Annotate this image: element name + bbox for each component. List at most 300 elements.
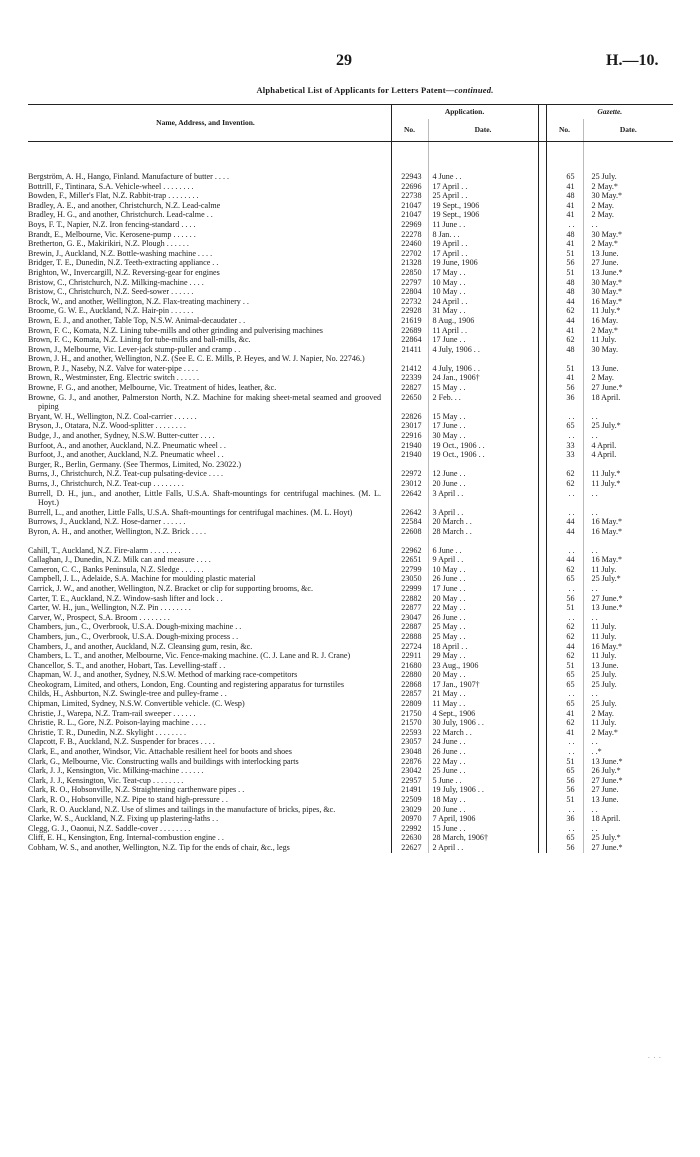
- applicant-name-invention: Brown, E. J., and another, Table Top, N.S.W. Animal-decaudater . .: [28, 315, 246, 325]
- application-date: 24 June . .: [428, 737, 538, 747]
- applicant-name-invention: Broome, G. W. E., Auckland, N.Z. Hair-pin . . . . . .: [28, 306, 194, 316]
- gazette-number: 62: [546, 306, 583, 316]
- applicant-name-invention: Christie, R. L., Gore, N.Z. Poison-laying machine . . . .: [28, 718, 206, 728]
- application-number: 22928: [391, 306, 428, 316]
- application-number: 22339: [391, 373, 428, 383]
- application-date: 20 June . .: [428, 805, 538, 815]
- gazette-date: 2 May.: [583, 210, 673, 220]
- gazette-date: 13 June.*: [583, 268, 673, 278]
- applicant-name-invention: Brewin, J., Auckland, N.Z. Bottle-washing machine . . . .: [28, 248, 213, 258]
- application-number: 22999: [391, 584, 428, 594]
- application-number: 22882: [391, 594, 428, 604]
- table-row: [28, 201, 673, 211]
- application-date: 19 Oct., 1906 . .: [428, 441, 538, 451]
- application-number: 21047: [391, 210, 428, 220]
- application-date: 10 May . .: [428, 565, 538, 575]
- application-date: 4 Sept., 1906: [428, 709, 538, 719]
- application-date: 17 April . .: [428, 182, 538, 192]
- table-row: [28, 757, 673, 767]
- application-number: 22608: [391, 527, 428, 537]
- gazette-number: 36: [546, 393, 583, 412]
- gazette-date: 25 July.: [583, 680, 673, 690]
- gazette-number: 62: [546, 565, 583, 575]
- gazette-number: 44: [546, 297, 583, 307]
- application-number: 22992: [391, 824, 428, 834]
- gazette-number: 44: [546, 316, 583, 326]
- application-date: 8 Jan. . .: [428, 230, 538, 240]
- gazette-date: . .: [583, 489, 673, 508]
- column-header-name: Name, Address, and Invention.: [28, 105, 383, 142]
- table-row: [28, 795, 673, 805]
- column-header-gazette-no: No.: [546, 119, 583, 142]
- table-row: [28, 680, 673, 690]
- application-number: 22943: [391, 172, 428, 182]
- table-row: [28, 210, 673, 220]
- gazette-number: . .: [546, 489, 583, 508]
- applicant-name-invention: Clegg, G. J., Oaonui, N.Z. Saddle-cover . . . . . . . .: [28, 823, 191, 833]
- applicant-name-invention: Chambers, jun., C., Overbrook, U.S.A. Dough-mixing process . .: [28, 631, 239, 641]
- applicant-name-invention: Callaghan, J., Dunedin, N.Z. Milk can and measure . . . .: [28, 555, 211, 565]
- table-row: [28, 613, 673, 623]
- table-row: [28, 508, 673, 518]
- gazette-number: 41: [546, 728, 583, 738]
- application-number: 23050: [391, 574, 428, 584]
- table-row: [28, 661, 673, 671]
- applicant-name-invention: Chancellor, S. T., and another, Hobart, Tas. Levelling-staff . .: [28, 660, 226, 670]
- application-date: 4 July, 1906 . .: [428, 345, 538, 355]
- gazette-date: 2 May.*: [583, 239, 673, 249]
- gazette-number: . .: [546, 747, 583, 757]
- column-header-app-date: Date.: [428, 119, 538, 142]
- table-row: [28, 805, 673, 815]
- application-date: 15 May . .: [428, 383, 538, 393]
- application-date: 20 May . .: [428, 670, 538, 680]
- gazette-date: 27 June.: [583, 785, 673, 795]
- applicant-name-invention: Chapman, W. J., and another, Sydney, N.S.W. Method of marking race-competitors: [28, 670, 298, 680]
- application-date: 25 June . .: [428, 766, 538, 776]
- gazette-number: 41: [546, 326, 583, 336]
- table-row: [28, 747, 673, 757]
- applicant-name-invention: Clapcott, F. B., Auckland, N.Z. Suspender for braces . . . .: [28, 737, 215, 747]
- gazette-number: 33: [546, 450, 583, 460]
- gazette-number: 56: [546, 785, 583, 795]
- table-row: [28, 489, 673, 508]
- applicant-name-invention: Clark, R. O., Hobsonville, N.Z. Pipe to stand high-pressure . .: [28, 795, 228, 804]
- table-row: [28, 555, 673, 565]
- table-row: [28, 316, 673, 326]
- gazette-date: 11 July.: [583, 718, 673, 728]
- gazette-date: [583, 460, 673, 470]
- gazette-date: 11 July.*: [583, 306, 673, 316]
- application-date: 10 May . .: [428, 287, 538, 297]
- table-row: [28, 412, 673, 422]
- application-number: 22689: [391, 326, 428, 336]
- application-number: 22642: [391, 489, 428, 508]
- gazette-number: 56: [546, 843, 583, 853]
- gazette-date: 18 April.: [583, 814, 673, 824]
- gazette-number: 62: [546, 622, 583, 632]
- gazette-number: 51: [546, 603, 583, 613]
- gazette-number: 44: [546, 527, 583, 537]
- application-number: 22593: [391, 728, 428, 738]
- gazette-number: 41: [546, 373, 583, 383]
- applicant-name-invention: Cobham, W. S., and another, Wellington, N.Z. Tip for the ends of chair, &c., legs: [28, 842, 290, 852]
- gazette-date: 2 May.*: [583, 728, 673, 738]
- gazette-date: 16 May.*: [583, 527, 673, 537]
- application-number: 22957: [391, 776, 428, 786]
- table-row: [28, 785, 673, 795]
- gazette-date: 2 May.: [583, 709, 673, 719]
- application-number: 22278: [391, 230, 428, 240]
- table-row: [28, 431, 673, 441]
- applicant-name-invention: Burrows, J., Auckland, N.Z. Hose-darner . . . . . .: [28, 517, 186, 527]
- gazette-number: [546, 354, 583, 364]
- application-date: 26 June . .: [428, 574, 538, 584]
- application-date: 6 June . .: [428, 546, 538, 556]
- table-row: [28, 699, 673, 709]
- application-date: 17 June . .: [428, 421, 538, 431]
- application-number: 22738: [391, 191, 428, 201]
- gazette-number: 62: [546, 479, 583, 489]
- gazette-date: 13 June.*: [583, 603, 673, 613]
- application-number: 22888: [391, 632, 428, 642]
- table-row: [28, 441, 673, 451]
- table-row: [28, 278, 673, 288]
- table-row: [28, 546, 673, 556]
- application-number: 22880: [391, 670, 428, 680]
- gazette-number: . .: [546, 431, 583, 441]
- application-date: 31 May . .: [428, 306, 538, 316]
- application-number: 21750: [391, 709, 428, 719]
- table-row: [28, 239, 673, 249]
- applicant-name-invention: Bowden, F., Miller's Flat, N.Z. Rabbit-trap . . . . . . . .: [28, 191, 199, 201]
- applicant-name-invention: Clark, R. O., Hobsonville, N.Z. Straightening carthenware pipes . .: [28, 785, 245, 795]
- application-date: 4 July, 1906 . .: [428, 364, 538, 374]
- applicant-name-invention: Burns, J., Christchurch, N.Z. Teat-cup pulsating-device . . . .: [28, 469, 224, 479]
- gazette-date: 11 July.*: [583, 479, 673, 489]
- gazette-date: 27 June.*: [583, 383, 673, 393]
- table-row: [28, 249, 673, 259]
- application-number: 22864: [391, 335, 428, 345]
- applicant-name-invention: Burrell, D. H., jun., and another, Little Falls, U.S.A. Shaft-mountings for centrifugal machines. (M. L. Hoyt.): [28, 488, 381, 508]
- applicant-name-invention: Clark, J. J., Kensington, Vic. Teat-cup . . . . . . . .: [28, 775, 184, 785]
- application-date: 5 June . .: [428, 776, 538, 786]
- table-row: [28, 354, 673, 364]
- applicant-name-invention: Bridger, T. E., Dunedin, N.Z. Teeth-extracting appliance . .: [28, 258, 219, 268]
- gazette-number: . .: [546, 508, 583, 518]
- application-date: 18 May . .: [428, 795, 538, 805]
- application-date: [428, 460, 538, 470]
- gazette-date: 27 June.*: [583, 843, 673, 853]
- application-date: 22 May . .: [428, 757, 538, 767]
- gazette-date: . .*: [583, 747, 673, 757]
- gazette-date: 25 July.: [583, 172, 673, 182]
- application-number: 22809: [391, 699, 428, 709]
- applicant-name-invention: Bryson, J., Otatara, N.Z. Wood-splitter . . . . . . . .: [28, 421, 186, 431]
- table-row: [28, 306, 673, 316]
- applicant-name-invention: Bristow, C., Christchurch, N.Z. Milking-machine . . . .: [28, 277, 204, 287]
- applicant-name-invention: Bradley, H. G., and another, Christchurch. Lead-calme . .: [28, 210, 213, 220]
- application-date: 20 June . .: [428, 479, 538, 489]
- gazette-number: 41: [546, 709, 583, 719]
- application-date: 17 May . .: [428, 268, 538, 278]
- gazette-date: 4 April.: [583, 450, 673, 460]
- gazette-number: . .: [546, 220, 583, 230]
- gazette-date: 25 July.: [583, 699, 673, 709]
- gazette-date: [583, 537, 673, 546]
- gazette-number: 62: [546, 632, 583, 642]
- gazette-date: 16 May.*: [583, 642, 673, 652]
- application-number: 23029: [391, 805, 428, 815]
- table-row: [28, 450, 673, 460]
- application-date: 18 April . .: [428, 642, 538, 652]
- application-date: 17 April . .: [428, 249, 538, 259]
- table-row: [28, 191, 673, 201]
- table-row: [28, 603, 673, 613]
- gazette-date: 18 April.: [583, 393, 673, 412]
- list-title-continued: continued.: [454, 85, 494, 95]
- column-group-application: Application.: [391, 105, 538, 120]
- application-number: 23042: [391, 766, 428, 776]
- applicant-name-invention: Chambers, L. T., and another, Melbourne, Vic. Fence-making machine. (C. J. Lane and R. J. Crane): [28, 651, 351, 661]
- gazette-number: 62: [546, 335, 583, 345]
- gazette-date: 25 July.*: [583, 421, 673, 431]
- gazette-date: 13 June.: [583, 795, 673, 805]
- application-date: 3 April . .: [428, 489, 538, 508]
- applicant-name-invention: Burger, R., Berlin, Germany. (See Thermos, Limited, No. 23022.): [28, 459, 242, 469]
- table-row: [28, 776, 673, 786]
- table-row: [28, 574, 673, 584]
- application-date: [428, 537, 538, 546]
- application-date: 23 Aug., 1906: [428, 661, 538, 671]
- table-row: [28, 824, 673, 834]
- table-row: [28, 479, 673, 489]
- gazette-date: 30 May.*: [583, 230, 673, 240]
- application-date: 2 April . .: [428, 843, 538, 853]
- table-row: [28, 766, 673, 776]
- application-number: 22972: [391, 469, 428, 479]
- application-date: 30 July, 1906 . .: [428, 718, 538, 728]
- gazette-number: 56: [546, 383, 583, 393]
- column-group-gazette: Gazette.: [546, 105, 673, 120]
- application-number: 22460: [391, 239, 428, 249]
- applicant-name-invention: Clark, E., and another, Windsor, Vic. Attachable resilient heel for boots and shoes: [28, 747, 292, 757]
- applicant-name-invention: Clark, G., Melbourne, Vic. Constructing walls and buildings with interlocking parts: [28, 756, 299, 766]
- application-date: 17 June . .: [428, 584, 538, 594]
- application-number: 21491: [391, 785, 428, 795]
- table-row: [28, 393, 673, 412]
- applicant-name-invention: Burns, J., Christchurch, N.Z. Teat-cup . . . . . . . .: [28, 479, 184, 488]
- application-date: 25 May . .: [428, 622, 538, 632]
- applicant-name-invention: Christie, J., Warepa, N.Z. Tram-rail sweeper . . . . . .: [28, 708, 196, 718]
- application-date: 20 May . .: [428, 594, 538, 604]
- application-number: 21047: [391, 201, 428, 211]
- gazette-number: 41: [546, 182, 583, 192]
- gazette-number: . .: [546, 805, 583, 815]
- page-number: 29: [336, 52, 352, 69]
- table-row: [28, 833, 673, 843]
- application-date: 20 March . .: [428, 517, 538, 527]
- applicant-name-invention: Bottrill, F., Tintinara, S.A. Vehicle-wheel . . . . . . . .: [28, 181, 194, 191]
- gazette-number: 48: [546, 191, 583, 201]
- application-date: 28 March, 1906†: [428, 833, 538, 843]
- table-row: [28, 737, 673, 747]
- application-date: 25 May . .: [428, 632, 538, 642]
- table-header: [28, 105, 673, 142]
- application-number: 22857: [391, 689, 428, 699]
- applicant-name-invention: Browne, G. J., and another, Palmerston North, N.Z. Machine for making sheet-metal seamed and grooved piping: [28, 392, 381, 412]
- table-row: [28, 460, 673, 470]
- table-row: [28, 728, 673, 738]
- gazette-number: 48: [546, 287, 583, 297]
- gazette-number: 36: [546, 814, 583, 824]
- application-number: 22651: [391, 555, 428, 565]
- application-number: 21940: [391, 450, 428, 460]
- gazette-date: 2 May.*: [583, 182, 673, 192]
- table-body: [28, 142, 673, 853]
- applicant-name-invention: Chambers, J., and another, Auckland, N.Z. Cleansing gum, resin, &c.: [28, 641, 253, 651]
- table-row: [28, 527, 673, 537]
- application-number: 22799: [391, 565, 428, 575]
- table-row: [28, 335, 673, 345]
- section-gap-row: [28, 537, 673, 546]
- application-number: 22876: [391, 757, 428, 767]
- applicant-name-invention: Bryant, W. H., Wellington, N.Z. Coal-carrier . . . . . .: [28, 411, 197, 421]
- list-title: [175, 85, 575, 95]
- application-date: 26 June . .: [428, 613, 538, 623]
- gazette-date: . .: [583, 689, 673, 699]
- table-row: [28, 220, 673, 230]
- application-date: 3 April . .: [428, 508, 538, 518]
- gazette-number: 44: [546, 517, 583, 527]
- gazette-number: . .: [546, 613, 583, 623]
- table-row: [28, 651, 673, 661]
- gazette-date: 26 July.*: [583, 766, 673, 776]
- gazette-date: 11 July.: [583, 565, 673, 575]
- application-number: [391, 354, 428, 364]
- gazette-number: 41: [546, 201, 583, 211]
- gazette-number: 41: [546, 210, 583, 220]
- table-row: [28, 373, 673, 383]
- gazette-number: [546, 537, 583, 546]
- gazette-date: 25 July.*: [583, 574, 673, 584]
- gazette-number: 48: [546, 278, 583, 288]
- application-number: 22850: [391, 268, 428, 278]
- application-number: 22827: [391, 383, 428, 393]
- application-number: 21411: [391, 345, 428, 355]
- applicant-name-invention: Carter, W. H., jun., Wellington, N.Z. Pin . . . . . . . .: [28, 603, 191, 613]
- application-number: 21940: [391, 441, 428, 451]
- application-date: 19 Oct., 1906 . .: [428, 450, 538, 460]
- table-row: [28, 364, 673, 374]
- gazette-date: . .: [583, 613, 673, 623]
- gazette-number: 62: [546, 651, 583, 661]
- gazette-number: 62: [546, 718, 583, 728]
- gazette-date: 27 June.*: [583, 776, 673, 786]
- gazette-date: 2 May.: [583, 201, 673, 211]
- gazette-date: 16 May.*: [583, 517, 673, 527]
- column-header-app-no: No.: [391, 119, 428, 142]
- applicant-name-invention: Cameron, C. C., Banks Peninsula, N.Z. Sledge . . . . . .: [28, 564, 204, 574]
- gazette-number: . .: [546, 412, 583, 422]
- application-date: 8 Aug., 1906: [428, 316, 538, 326]
- application-number: 22630: [391, 833, 428, 843]
- applicant-name-invention: Burrell, L., and another, Little Falls, U.S.A. Shaft-mountings for centrifugal machines. (M. L. Hoyt): [28, 507, 353, 517]
- applicant-name-invention: Brown, R., Westminster, Eng. Electric switch . . . . . .: [28, 373, 200, 383]
- application-number: 22877: [391, 603, 428, 613]
- application-number: 21619: [391, 316, 428, 326]
- applicant-name-invention: Carrick, J. W., and another, Wellington, N.Z. Bracket or clip for supporting brooms, &c.: [28, 583, 314, 593]
- gazette-date: 13 June.*: [583, 757, 673, 767]
- gazette-number: 65: [546, 670, 583, 680]
- applicant-name-invention: Bretherton, G. E., Makirikiri, N.Z. Plough . . . . . .: [28, 239, 189, 249]
- gazette-date: 13 June.: [583, 661, 673, 671]
- gazette-date: 13 June.: [583, 364, 673, 374]
- applicant-name-invention: Brandt, E., Melbourne, Vic. Kerosene-pump . . . . . .: [28, 229, 196, 239]
- gazette-number: 44: [546, 642, 583, 652]
- applicant-name-invention: Chambers, jun., C., Overbrook, U.S.A. Dough-mixing machine . .: [28, 622, 242, 632]
- gazette-number: . .: [546, 737, 583, 747]
- application-date: 21 May . .: [428, 689, 538, 699]
- application-number: 22916: [391, 431, 428, 441]
- application-number: 22584: [391, 517, 428, 527]
- gazette-number: 51: [546, 364, 583, 374]
- gazette-date: 25 July.*: [583, 833, 673, 843]
- gazette-number: . .: [546, 584, 583, 594]
- table-row: [28, 718, 673, 728]
- gazette-number: 65: [546, 574, 583, 584]
- application-date: 28 March . .: [428, 527, 538, 537]
- application-date: 24 Jan., 1906†: [428, 373, 538, 383]
- gazette-number: 48: [546, 345, 583, 355]
- gazette-number: 65: [546, 172, 583, 182]
- application-date: 29 May . .: [428, 651, 538, 661]
- gazette-number: . .: [546, 689, 583, 699]
- application-number: [391, 537, 428, 546]
- application-date: [428, 354, 538, 364]
- column-header-gazette-date: Date.: [583, 119, 673, 142]
- applicant-name-invention: Brock, W., and another, Wellington, N.Z. Flax-treating machinery . .: [28, 296, 249, 306]
- table-row: [28, 383, 673, 393]
- gazette-date: 30 May.*: [583, 191, 673, 201]
- applicant-name-invention: Boys, F. T., Napier, N.Z. Iron fencing-standard . . . .: [28, 219, 196, 229]
- gazette-date: . .: [583, 220, 673, 230]
- applicant-name-invention: Clark, J. J., Kensington, Vic. Milking-machine . . . . . .: [28, 766, 204, 776]
- applicant-name-invention: Bristow, C., Christchurch, N.Z. Seed-sower . . . . . .: [28, 287, 194, 297]
- applicant-name-invention: Burfoot, A., and another, Auckland, N.Z. Pneumatic wheel . .: [28, 440, 226, 450]
- application-number: 23048: [391, 747, 428, 757]
- gazette-date: . .: [583, 412, 673, 422]
- table-row: [28, 709, 673, 719]
- application-date: 17 June . .: [428, 335, 538, 345]
- table-row: [28, 268, 673, 278]
- gazette-date: 11 July.*: [583, 469, 673, 479]
- applicant-name-invention: Cliff, E. H., Kensington, Eng. Internal-combustion engine . .: [28, 833, 224, 843]
- applicant-name-invention: Clark, R. O. Auckland, N.Z. Use of slimes and tailings in the manufacture of bricks, pipes, &c.: [28, 804, 336, 814]
- application-number: 21570: [391, 718, 428, 728]
- gazette-number: 56: [546, 776, 583, 786]
- table-row: [28, 689, 673, 699]
- gazette-number: 56: [546, 258, 583, 268]
- application-number: 22732: [391, 297, 428, 307]
- gazette-date: . .: [583, 546, 673, 556]
- applicant-name-invention: Browne, F. G., and another, Melbourne, Vic. Treatment of hides, leather, &c.: [28, 383, 277, 393]
- application-number: 20970: [391, 814, 428, 824]
- applicant-name-invention: Bradley, A. E., and another, Christchurch, N.Z. Lead-calme: [28, 200, 221, 210]
- application-date: 19 July, 1906 . .: [428, 785, 538, 795]
- application-number: 21412: [391, 364, 428, 374]
- gazette-date: [583, 354, 673, 364]
